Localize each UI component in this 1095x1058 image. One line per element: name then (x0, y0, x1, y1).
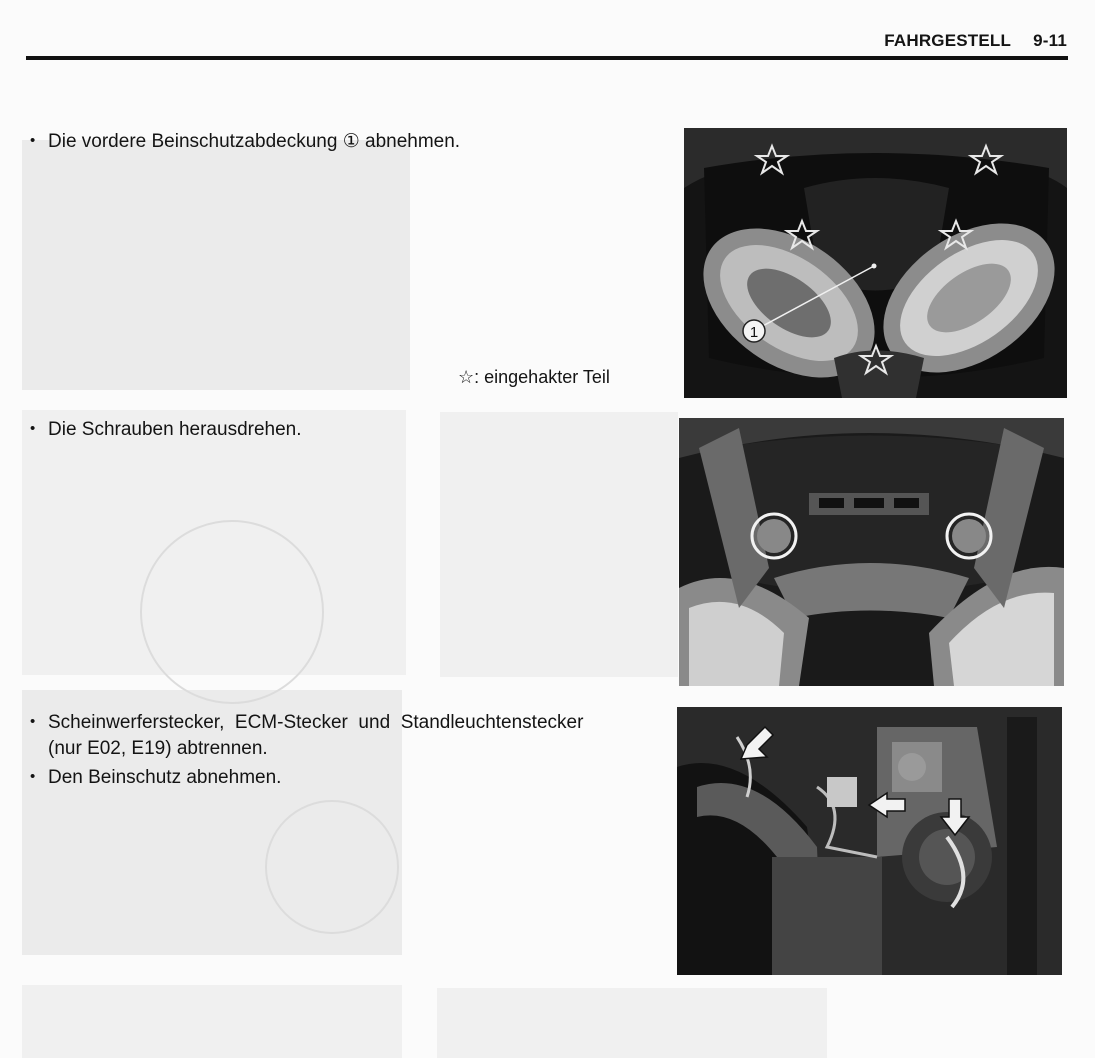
star-icon: ☆ (458, 367, 475, 387)
step-remove-leg-shield (30, 764, 281, 791)
step-remove-front-cover (30, 128, 460, 155)
bleed-through-block-1 (22, 140, 410, 390)
header-rule (26, 56, 1068, 60)
bleed-through-block-5 (22, 985, 402, 1058)
callout-1-label: 1 (749, 324, 759, 341)
step-disconnect-connectors (30, 709, 583, 762)
legend-text: : eingehakter Teil (474, 367, 610, 387)
step-text: (nur E02, E19) abtrennen. (48, 738, 268, 759)
step-text: Die vordere Beinschutzabdeckung (48, 131, 338, 152)
bleed-through-block-3 (440, 412, 678, 677)
callout-1: ① (342, 131, 360, 152)
step-line (30, 736, 583, 762)
legend-hooked-part (458, 367, 610, 388)
bullet: • (30, 713, 36, 730)
bleed-through-circle (265, 800, 399, 934)
page-header (884, 31, 1067, 51)
photo-screws (679, 418, 1064, 686)
step-text: Den Beinschutz abnehmen. (48, 767, 282, 788)
step-line (30, 709, 583, 736)
bullet: • (30, 768, 36, 785)
section-title: FAHRGESTELL (884, 31, 1012, 50)
photo-connectors (677, 707, 1062, 975)
step-text: Die Schrauben herausdrehen. (48, 419, 302, 440)
step-remove-screws (30, 416, 302, 443)
bleed-through-circle (140, 520, 324, 704)
page-number: 9-11 (1033, 31, 1067, 50)
step-text: Scheinwerferstecker, ECM-Stecker und Standleuchtenstecker (48, 712, 584, 733)
bullet: • (30, 132, 36, 149)
bullet: • (30, 420, 36, 437)
bleed-through-block-6 (437, 988, 827, 1058)
photo-front-leg-shield (684, 128, 1067, 398)
step-text: abnehmen. (365, 131, 461, 152)
